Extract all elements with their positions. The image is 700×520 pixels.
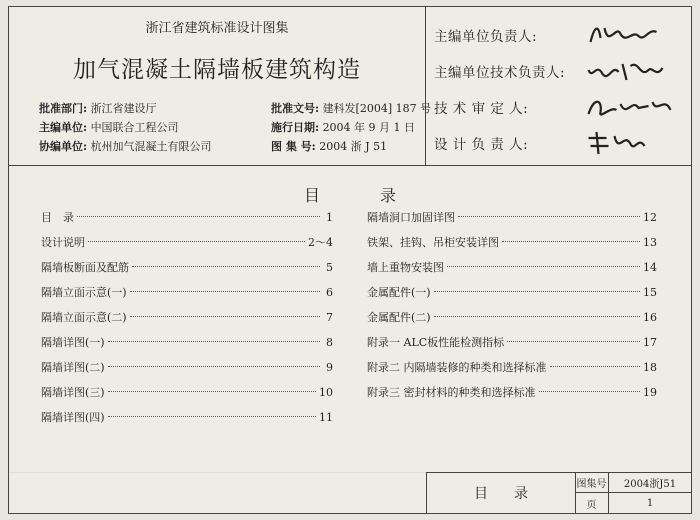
leader-dots	[130, 316, 320, 317]
toc-entry-name: 附录二 内隔墙装修的种类和选择标准	[367, 361, 547, 374]
leader-dots	[539, 391, 641, 392]
toc-entry-name: 隔墙板断面及配筋	[41, 261, 129, 274]
toc-entry-page: 18	[643, 361, 657, 374]
toc-entry-page: 14	[643, 261, 657, 274]
chief-editor-unit: 主编单位: 中国联合工程公司	[39, 121, 179, 134]
leader-dots	[108, 341, 320, 342]
atlas-title: 加气混凝土隔墙板建筑构造	[73, 57, 361, 83]
approval-dept: 批准部门: 浙江省建设厅	[39, 102, 157, 115]
page-label: 页	[575, 493, 609, 513]
leader-dots	[77, 216, 320, 217]
toc-entry-name: 设计说明	[41, 236, 85, 249]
toc-entry-name: 附录三 密封材料的种类和选择标准	[367, 386, 536, 399]
toc-entry	[367, 355, 657, 380]
toc-entry	[41, 255, 333, 280]
title-block-name: 目录	[427, 473, 576, 513]
toc-entry-name: 隔墙详图(四)	[41, 411, 105, 424]
role-design-lead: 设 计 负 责 人:	[434, 125, 689, 161]
role-chief-technical: 主编单位技术负责人:	[434, 53, 689, 89]
toc-entry	[41, 355, 333, 380]
header-vertical-divider	[425, 7, 426, 165]
toc-entry	[41, 380, 333, 405]
leader-dots	[550, 366, 641, 367]
toc-entry-name: 墙上重物安装图	[367, 261, 444, 274]
toc-entry	[367, 305, 657, 330]
toc-entry	[367, 230, 657, 255]
toc-entry-name: 附录一 ALC板性能检测指标	[367, 336, 505, 349]
approval-doc: 批准文号: 建科发[2004] 187 号	[271, 102, 432, 115]
leader-dots	[507, 341, 640, 342]
leader-dots	[108, 391, 316, 392]
toc-entry-page: 13	[643, 236, 657, 249]
toc-entry-page: 8	[326, 336, 333, 349]
toc-entry	[41, 405, 333, 430]
leader-dots	[502, 241, 640, 242]
responsible-persons	[434, 17, 689, 161]
toc-entry	[41, 280, 333, 305]
effective-date: 施行日期: 2004 年 9 月 1 日	[271, 121, 416, 134]
toc-right-column	[367, 205, 657, 405]
toc-entry-page: 9	[326, 361, 333, 374]
leader-dots	[434, 316, 640, 317]
toc-entry	[41, 205, 333, 230]
toc-entry-name: 金属配件(一)	[367, 286, 431, 299]
toc-entry	[367, 205, 657, 230]
toc-entry	[41, 330, 333, 355]
role-chief-unit-head: 主编单位负责人:	[434, 17, 689, 53]
leader-dots	[108, 416, 316, 417]
co-editor-unit: 协编单位: 杭州加气混凝土有限公司	[39, 140, 212, 153]
toc-entry-page: 6	[326, 286, 333, 299]
toc-entry-page: 11	[319, 411, 333, 424]
page-value: 1	[646, 497, 654, 509]
toc-entry-name: 铁架、挂钩、吊柜安装详图	[367, 236, 499, 249]
toc-entry-name: 隔墙详图(二)	[41, 361, 105, 374]
toc-entry-page: 2～4	[308, 236, 333, 249]
header-divider	[9, 165, 691, 166]
leader-dots	[458, 216, 640, 217]
toc-entry	[367, 330, 657, 355]
toc-entry-name: 隔墙详图(一)	[41, 336, 105, 349]
toc-entry-page: 17	[643, 336, 657, 349]
toc-entry	[367, 380, 657, 405]
signature-image	[584, 92, 689, 122]
toc-title: 目录	[303, 186, 456, 205]
leader-dots	[88, 241, 305, 242]
toc-entry	[41, 305, 333, 330]
faded-bleed-through	[9, 472, 429, 513]
leader-dots	[108, 366, 320, 367]
toc-entry-page: 19	[643, 386, 657, 399]
series-name: 浙江省建筑标准设计图集	[145, 21, 289, 36]
toc-entry-page: 12	[643, 211, 657, 224]
toc-entry-page: 1	[326, 211, 333, 224]
leader-dots	[130, 291, 320, 292]
title-block	[426, 472, 691, 513]
atlas-number: 图 集 号: 2004 浙 J 51	[271, 140, 388, 153]
toc-entry-name: 隔墙立面示意(二)	[41, 311, 127, 324]
toc-entry-page: 10	[319, 386, 333, 399]
toc-entry-page: 16	[643, 311, 657, 324]
toc-entry	[367, 255, 657, 280]
toc-entry-name: 隔墙立面示意(一)	[41, 286, 127, 299]
toc-left-column	[41, 205, 333, 430]
signature-image	[584, 56, 689, 86]
drawing-sheet	[8, 6, 692, 514]
toc-entry	[367, 280, 657, 305]
atlas-number-label: 图集号	[575, 473, 609, 493]
toc-entry-name: 隔墙洞口加固详图	[367, 211, 455, 224]
leader-dots	[132, 266, 320, 267]
toc-entry-name: 金属配件(二)	[367, 311, 431, 324]
toc-entry-page: 5	[326, 261, 333, 274]
toc-entry-page: 15	[643, 286, 657, 299]
toc-entry-name: 隔墙详图(三)	[41, 386, 105, 399]
signature-image	[584, 128, 689, 158]
toc-entry	[41, 230, 333, 255]
toc-entry-page: 7	[326, 311, 333, 324]
atlas-number-value: 2004浙J51	[609, 473, 691, 493]
leader-dots	[434, 291, 640, 292]
toc-entry-name: 目 录	[41, 211, 74, 224]
leader-dots	[447, 266, 640, 267]
signature-image	[584, 20, 689, 50]
role-technical-reviewer: 技 术 审 定 人:	[434, 89, 689, 125]
